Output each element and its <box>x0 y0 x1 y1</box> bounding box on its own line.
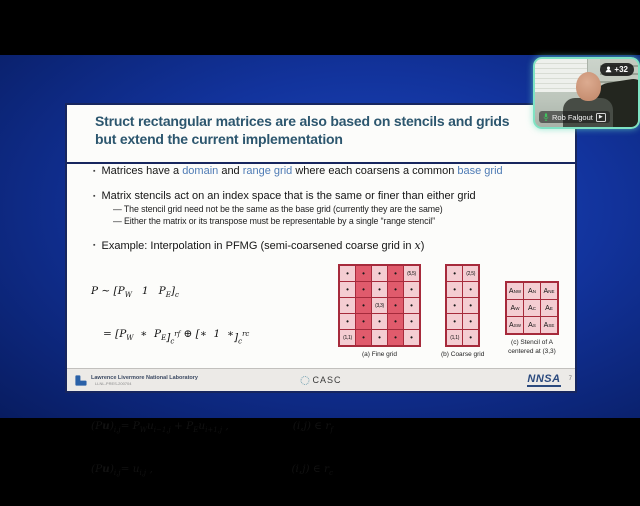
speaker-name-tag <box>539 111 610 123</box>
term-domain: domain <box>182 165 219 177</box>
grid-cell: (1,1) <box>340 330 355 345</box>
sub-bullet-stencil-grid: — The stencil grid need not be the same as the base grid (currently they are the same) <box>113 204 443 214</box>
text-segment: where each coarsens a common <box>292 165 458 177</box>
stencil-grid <box>505 281 559 335</box>
term-range-grid: range grid <box>242 165 293 177</box>
casc-label: CASC <box>312 375 342 385</box>
stencil-caption-line1: (c) Stencil of A <box>511 339 553 346</box>
grid-cell: • <box>463 282 478 297</box>
fine-grid <box>338 264 421 347</box>
grid-cell: • <box>388 298 403 313</box>
bullet-example-text <box>101 239 424 252</box>
bullet-domain-range-text <box>101 165 502 177</box>
grid-cell: • <box>372 282 387 297</box>
llnl-logo-icon <box>74 374 87 387</box>
grid-cell: • <box>404 314 419 329</box>
grid-cell: A SE <box>541 317 557 333</box>
text-segment: ) <box>420 240 425 252</box>
participant-icon <box>605 66 612 73</box>
grid-cell: • <box>447 314 462 329</box>
fine-grid-caption: (a) Fine grid <box>361 351 398 358</box>
grid-cell: • <box>356 314 371 329</box>
equation-line-3-lhs: $(Pu)_{i,j}= P_Wu_{i-1,j} + P_Eu_{i+1,j}$ , <box>91 419 229 434</box>
equation-line-3-condition: (i,j) ∈ $r_f$ <box>292 419 333 434</box>
grid-cell: • <box>340 266 355 281</box>
grid-cell: • <box>404 330 419 345</box>
grid-cell: A SW <box>507 317 523 333</box>
stencil-figure <box>505 281 559 357</box>
bullet-domain-range <box>79 165 563 177</box>
casc-logo-icon <box>300 376 309 385</box>
grid-cell: A N <box>524 283 540 299</box>
grid-cell: • <box>404 298 419 313</box>
grid-cell: • <box>372 314 387 329</box>
grid-cell: • <box>388 266 403 281</box>
bullet-stencils-text: Matrix stencils act on an index space that is the same or finer than either grid <box>101 190 476 202</box>
text-segment: and <box>218 165 243 177</box>
grid-cell: • <box>447 282 462 297</box>
grid-cell: • <box>372 266 387 281</box>
coarse-grid-figure <box>441 264 484 360</box>
slide-footer <box>67 368 575 391</box>
text-segment: Example: Interpolation in PFMG (semi-coarsened coarse grid in <box>101 240 415 252</box>
grid-cell: A NW <box>507 283 523 299</box>
grid-cell: A W <box>507 300 523 316</box>
llnl-name: Lawrence Livermore National Laboratory <box>91 374 198 381</box>
grid-cell: • <box>340 298 355 313</box>
grid-cell: • <box>463 314 478 329</box>
equation-line-4-condition: (i,j) ∈ $r_c$ <box>291 462 333 477</box>
equation-line-1: P ∼ [$P_W$ 1 $P_E$ ]$_c$ <box>91 285 179 300</box>
equation-line-4 <box>91 463 333 480</box>
equation-line-2: = [$P_W$ ∗ $P_E$ ]$_c^{rf}$ ⊕ [∗ 1 ∗ ]$_c^{rc}$ <box>103 328 250 346</box>
bullet-marker: ▪ <box>93 242 96 249</box>
bullet-marker: ▪ <box>93 193 96 200</box>
stencil-caption <box>508 339 556 357</box>
grid-cell: • <box>340 314 355 329</box>
grid-cell: • <box>388 314 403 329</box>
grid-cell: • <box>388 330 403 345</box>
text-segment: Matrices have a <box>101 165 183 177</box>
slide-page-number: 7 <box>568 376 572 382</box>
grid-cell: A E <box>541 300 557 316</box>
top-letterbox-bar <box>0 0 640 55</box>
grid-cell: (1,1) <box>447 330 462 345</box>
mic-icon <box>543 113 549 121</box>
participant-count-badge[interactable] <box>600 63 634 76</box>
nnsa-logo-underline <box>527 385 561 387</box>
casc-branding <box>300 375 341 385</box>
grid-cell: • <box>404 282 419 297</box>
coarse-grid-caption: (b) Coarse grid <box>441 351 485 358</box>
grid-cell: • <box>356 330 371 345</box>
presentation-slide <box>65 103 577 477</box>
speaker-name: Rob Falgout <box>552 112 593 122</box>
bullet-example <box>79 239 563 252</box>
stencil-caption-line2: centered at (3,3) <box>508 347 556 355</box>
equation-line-3 <box>91 420 333 437</box>
grid-cell: • <box>356 266 371 281</box>
coarse-grid <box>445 264 480 347</box>
speaker-head <box>576 72 601 101</box>
participant-count: +32 <box>614 65 628 74</box>
grid-cell: A C <box>524 300 540 316</box>
slide-title-line2: but extend the current implementation <box>95 131 343 148</box>
sub-bullet-range-stencil: — Either the matrix or its transpose must be representable by a single “range stencil” <box>113 216 435 226</box>
grid-cell: (5,5) <box>404 266 419 281</box>
llnl-text <box>91 375 198 386</box>
participant-menu-icon[interactable]: ▶ <box>596 113 606 122</box>
math-x: x <box>414 239 421 252</box>
nnsa-branding <box>527 374 561 387</box>
grid-cell: (3,3) <box>372 298 387 313</box>
grid-cell: • <box>463 330 478 345</box>
grid-cell: A S <box>524 317 540 333</box>
llnl-branding <box>74 374 198 387</box>
bullet-marker: ▪ <box>93 168 96 175</box>
grid-cell: • <box>356 282 371 297</box>
nnsa-logo: NNSA <box>527 372 561 385</box>
grid-cell: • <box>356 298 371 313</box>
grid-cell: • <box>372 330 387 345</box>
equation-line-4-lhs: $(Pu)_{i,j}= u_{i,j}$ , <box>91 462 153 477</box>
term-base-grid: base grid <box>457 165 503 177</box>
grid-cell: • <box>447 298 462 313</box>
grid-cell: • <box>447 266 462 281</box>
slide-title-line1: Struct rectangular matrices are also based on stencils and grids <box>95 113 510 129</box>
bullet-stencils <box>79 190 563 202</box>
grid-cell: • <box>388 282 403 297</box>
grid-cell: • <box>340 282 355 297</box>
grid-cell: A NE <box>541 283 557 299</box>
grid-cell: • <box>463 298 478 313</box>
speaker-video-tile[interactable] <box>533 57 640 129</box>
slide-title <box>67 105 575 164</box>
fine-grid-figure <box>338 264 421 360</box>
llnl-pres-id: LLNL-PRES-200704 <box>95 380 132 386</box>
grid-cell: (2,5) <box>463 266 478 281</box>
